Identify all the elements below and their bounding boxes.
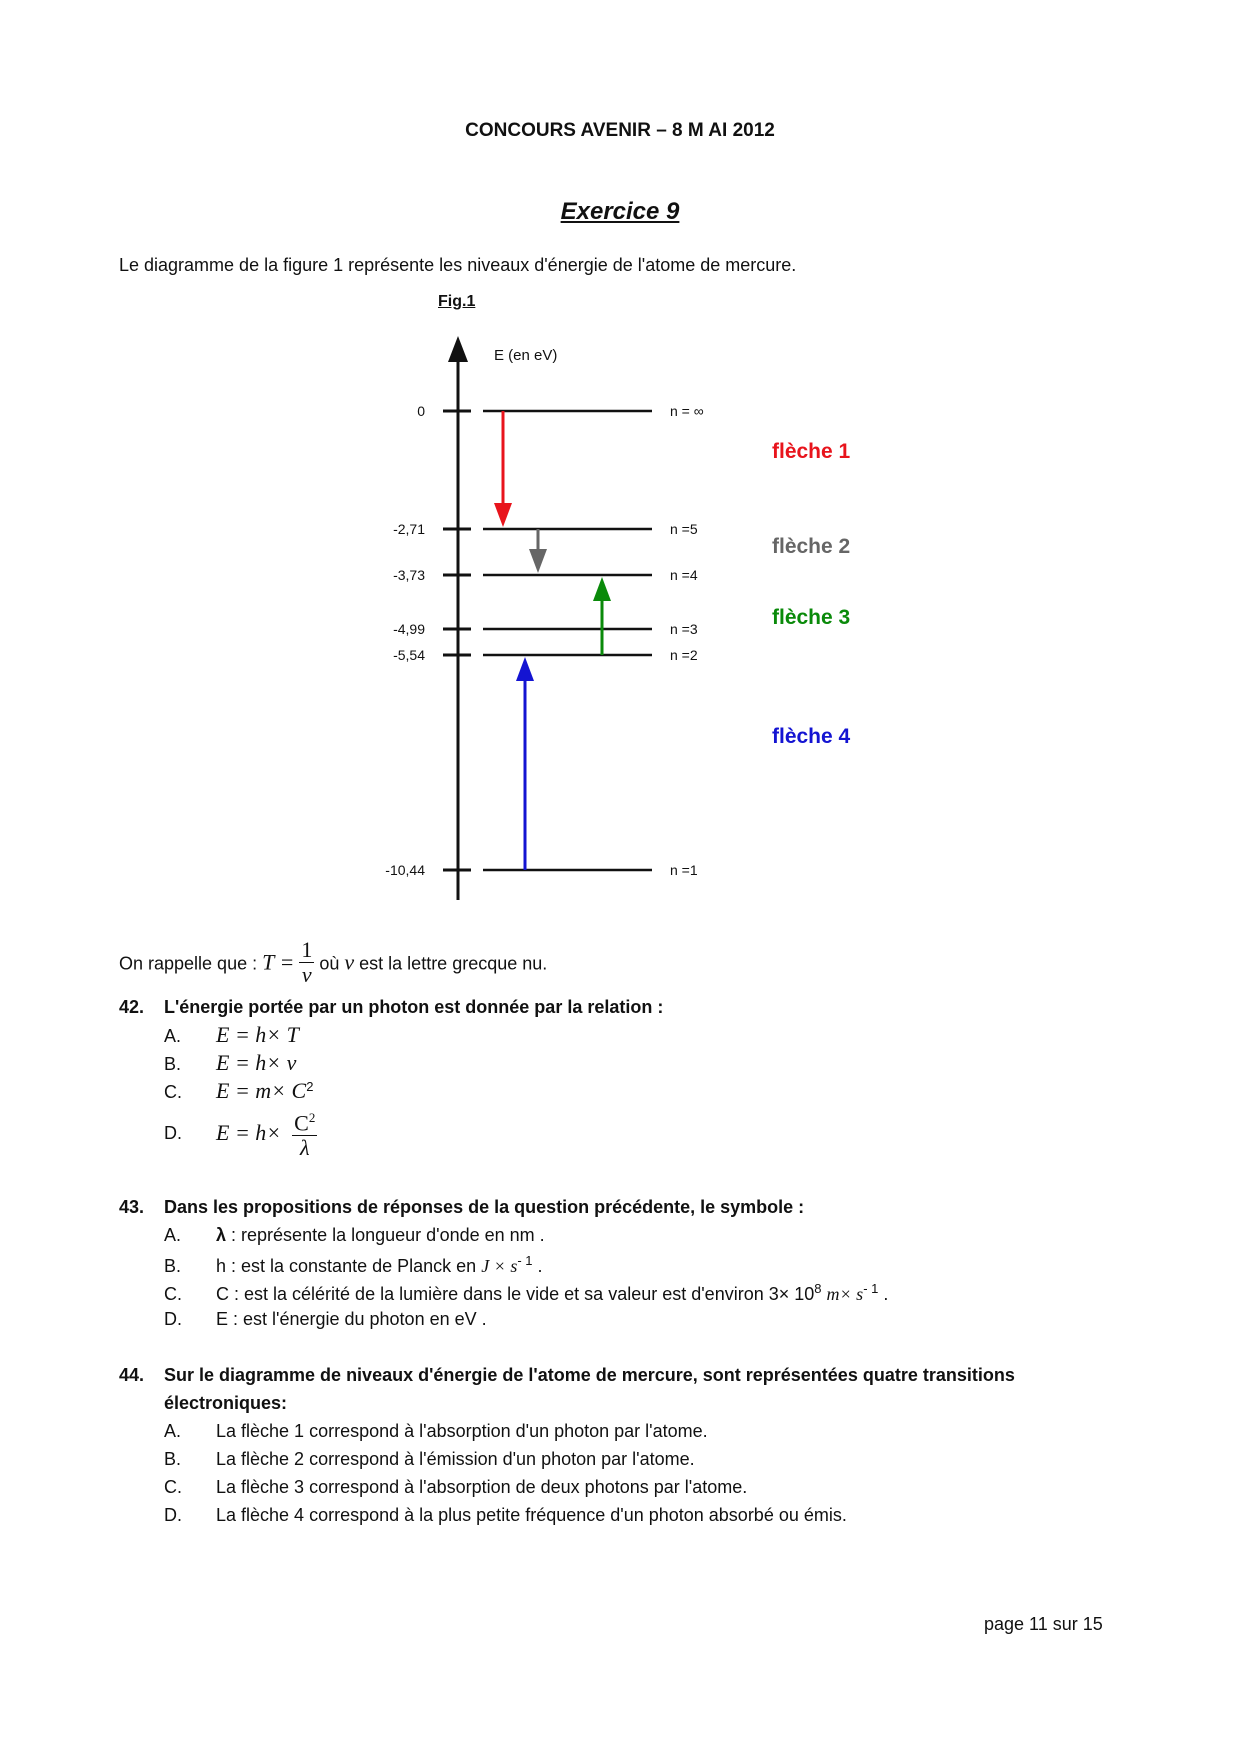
question-text: Dans les propositions de réponses de la question précédente, le symbole : (164, 1197, 805, 1217)
option-text: E : est l'énergie du photon en eV . (216, 1309, 487, 1329)
level-energy-label: -2,71 (393, 521, 425, 537)
option-text: La flèche 2 correspond à l'émission d'un photon par l'atome. (216, 1449, 695, 1469)
q43-option-c (164, 1281, 888, 1305)
option-formula: E = h× T (216, 1022, 299, 1047)
transition-arrow-head (593, 577, 611, 601)
question-text: L'énergie portée par un photon est donnée par la relation : (164, 997, 664, 1017)
option-letter: A. (164, 1421, 182, 1441)
fraction-denominator: λ (299, 1135, 310, 1161)
arrow-label: flèche 2 (772, 535, 851, 558)
level-n-label: n =2 (670, 647, 698, 663)
option-letter: C. (164, 1082, 182, 1102)
q42-option-d (164, 1106, 317, 1160)
lambda-symbol: λ (216, 1225, 227, 1245)
option-end: . (537, 1256, 543, 1276)
option-value: 3× 10 (768, 1284, 815, 1304)
q43-option-d (164, 1309, 487, 1330)
option-fraction (292, 1106, 317, 1160)
question-number: 44. (119, 1365, 145, 1385)
level-energy-label: -5,54 (393, 647, 425, 663)
option-end: . (883, 1284, 889, 1304)
question-42 (119, 997, 663, 1018)
level-n-label: n =5 (670, 521, 698, 537)
rappel-fraction (299, 938, 314, 987)
transition-arrow-head (529, 549, 547, 573)
unit-superscript: - 1 (863, 1281, 879, 1296)
option-text: La flèche 3 correspond à l'absorption de deux photons par l'atome. (216, 1477, 748, 1497)
intro-text: Le diagramme de la figure 1 représente les niveaux d'énergie de l'atome de mercure. (119, 255, 797, 275)
q42-option-a (164, 1022, 299, 1048)
option-letter: D. (164, 1122, 182, 1143)
unit-superscript: - 1 (517, 1253, 533, 1268)
option-unit: J × s (481, 1256, 518, 1276)
level-n-label: n =4 (670, 567, 698, 583)
option-text: La flèche 1 correspond à l'absorption d'un photon par l'atome. (216, 1421, 708, 1441)
option-letter: C. (164, 1477, 182, 1497)
axis-arrowhead (448, 336, 468, 362)
exercise-title: Exercice 9 (560, 198, 680, 225)
rappel-nu: ν (344, 949, 355, 975)
q44-option-d (164, 1505, 847, 1526)
rappel-line (119, 937, 548, 990)
q42-option-c (164, 1078, 313, 1104)
option-text: La flèche 4 correspond à la plus petite fréquence d'un photon absorbé ou émis. (216, 1505, 847, 1525)
rappel-prefix: On rappelle que : (119, 953, 258, 974)
rappel-suffix: est la lettre grecque nu. (359, 953, 548, 974)
option-letter: C. (164, 1284, 182, 1304)
option-letter: A. (164, 1225, 182, 1245)
fraction-denominator: ν (301, 962, 312, 987)
option-text: : représente la longueur d'onde en nm . (231, 1225, 545, 1245)
option-formula: E = m× C (216, 1078, 307, 1103)
q43-option-a (164, 1225, 545, 1246)
level-n-label: n =3 (670, 621, 698, 637)
figure-label: Fig.1 (438, 293, 476, 310)
arrow-label: flèche 4 (772, 725, 851, 748)
q42-option-b (164, 1050, 296, 1076)
question-text-line1: Sur le diagramme de niveaux d'énergie de l'atome de mercure, sont représentées quatre transitions (164, 1365, 1015, 1385)
option-letter: B. (164, 1449, 182, 1469)
question-number: 42. (119, 997, 145, 1017)
arrow-label: flèche 1 (772, 440, 851, 463)
question-43 (119, 1197, 804, 1218)
arrow-label: flèche 3 (772, 606, 851, 629)
level-energy-label: -3,73 (393, 567, 425, 583)
value-superscript: 8 (814, 1281, 822, 1296)
option-letter: A. (164, 1026, 182, 1046)
option-text: h : est la constante de Planck en (216, 1256, 477, 1276)
option-unit: m× s (826, 1284, 864, 1304)
fraction-numerator: 1 (301, 937, 313, 962)
option-letter: B. (164, 1256, 182, 1276)
page-footer: page 11 sur 15 (984, 1614, 1103, 1634)
rappel-middle: où (319, 953, 340, 974)
transition-arrows (494, 411, 611, 870)
level-n-label: n =1 (670, 862, 698, 878)
option-letter: D. (164, 1309, 182, 1329)
question-44-line2 (164, 1393, 287, 1414)
option-superscript: 2 (306, 1079, 314, 1094)
question-text-line2: électroniques: (164, 1393, 288, 1413)
option-letter: B. (164, 1054, 182, 1074)
option-letter: D. (164, 1505, 182, 1525)
option-formula: E = h× ν (216, 1050, 297, 1075)
q44-option-a (164, 1421, 708, 1442)
level-n-label: n = ∞ (670, 403, 704, 419)
fraction-numerator: $C^2$ (292, 1106, 317, 1136)
level-energy-label: -10,44 (385, 862, 425, 878)
option-formula: E = h× (216, 1120, 282, 1146)
energy-levels (385, 403, 703, 878)
option-text: C : est la célérité de la lumière dans le vide et sa valeur est d'environ (216, 1284, 764, 1304)
q44-option-c (164, 1477, 747, 1498)
transition-arrow-head (494, 503, 512, 527)
level-energy-label: -4,99 (393, 621, 425, 637)
arrow-labels (772, 440, 851, 748)
axis-label: E (en eV) (494, 347, 558, 364)
transition-arrow-head (516, 657, 534, 681)
level-energy-label: 0 (417, 403, 425, 419)
q44-option-b (164, 1449, 695, 1470)
question-44 (119, 1365, 1015, 1386)
exam-header: CONCOURS AVENIR – 8 M AI 2012 (465, 120, 775, 141)
numerator-superscript: 2 (308, 1110, 316, 1125)
rappel-lhs: T = (262, 949, 295, 975)
q43-option-b (164, 1253, 543, 1277)
question-number: 43. (119, 1197, 145, 1217)
